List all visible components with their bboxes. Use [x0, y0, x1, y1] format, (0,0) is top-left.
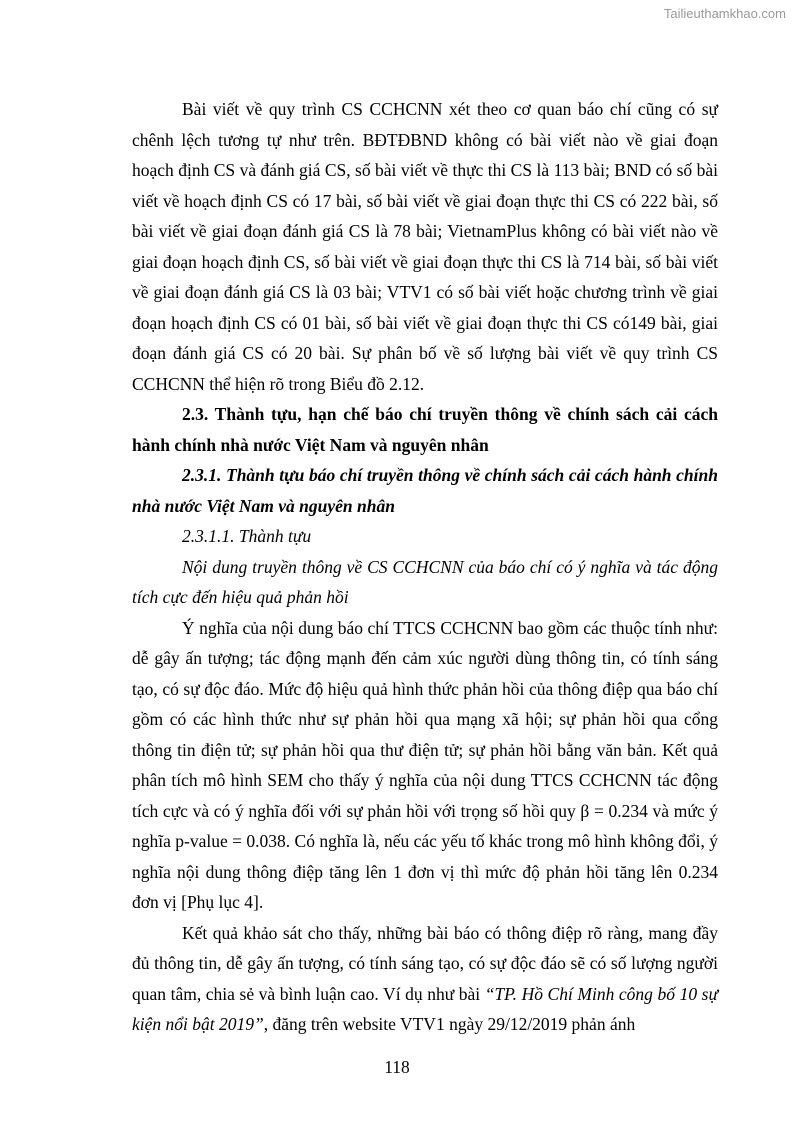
paragraph-policy-process: Bài viết về quy trình CS CCHCNN xét theo cơ quan báo chí cũng có sự chênh lệch tương tự như trên. BĐTĐBND không có bài viết nào về giai đoạn hoạch định CS và đánh giá CS, số bài viết về thực thi CS là 113 bài; BND có số bài viết về hoạch định CS có 17 bài, số bài viết về giai đoạn thực thi CS có 222 bài, số bài viết về giai đoạn đánh giá CS là 78 bài; VietnamPlus không có bài viết nào về giai đoạn hoạch định CS, số bài viết về giai đoạn thực thi CS là 714 bài, số bài viết về giai đoạn đánh giá CS là 03 bài; VTV1 có số bài viết hoặc chương trình về giai đoạn hoạch định CS có 01 bài, số bài viết về giai đoạn thực thi CS có149 bài, giai đoạn đánh giá CS có 20 bài. Sự phân bố về số lượng bài viết về quy trình CS CCHCNN thể hiện rõ trong Biểu đồ 2.12.: [132, 99, 718, 394]
page-content: [132, 94, 718, 1040]
page-number: 118: [384, 1057, 410, 1077]
paragraph-survey-results: [132, 918, 718, 1040]
subheading-content-meaning: Nội dung truyền thông về CS CCHCNN của báo chí có ý nghĩa và tác động tích cực đến hiệu quả phản hồi: [132, 556, 718, 607]
survey-text-end: , đăng trên website VTV1 ngày 29/12/2019 phản ánh: [263, 1014, 636, 1034]
survey-text-start: Kết quả khảo sát cho thấy, những bài báo có thông điệp rõ ràng, mang đầy đủ thông tin, dễ gây ấn tượng, có tính sáng tạo, có sự độc đáo sẽ có số lượng người quan tâm, chia sẻ và bình luận cao. Ví dụ như bài: [132, 922, 718, 1004]
section-heading-2-3-1: 2.3.1. Thành tựu báo chí truyền thông về chính sách cải cách hành chính nhà nước Việt Nam và nguyên nhân: [132, 465, 718, 516]
watermark: Tailieuthamkhao.com: [663, 6, 786, 21]
section-heading-2-3: 2.3. Thành tựu, hạn chế báo chí truyền thông về chính sách cải cách hành chính nhà nước Việt Nam và nguyên nhân: [132, 404, 718, 455]
article-title: “TP. Hồ Chí Minh công bố 10 sự kiện nổi bật 2019”: [132, 983, 718, 1034]
paragraph-content-meaning: Ý nghĩa của nội dung báo chí TTCS CCHCNN bao gồm các thuộc tính như: dễ gây ấn tượng; tác động mạnh đến cảm xúc người dùng thông tin, có tính sáng tạo, có sự độc đáo. Mức độ hiệu quả hình thức phản hồi của thông điệp qua báo chí gồm có các hình thức như sự phản hồi qua mạng xã hội; sự phản hồi qua cổng thông tin điện tử; sự phản hồi qua thư điện tử; sự phản hồi bằng văn bản. Kết quả phân tích mô hình SEM cho thấy ý nghĩa của nội dung TTCS CCHCNN tác động tích cực và có ý nghĩa đối với sự phản hồi với trọng số hồi quy β = 0.234 và mức ý nghĩa p-value = 0.038. Có nghĩa là, nếu các yếu tố khác trong mô hình không đổi, ý nghĩa nội dung thông điệp tăng lên 1 đơn vị thì mức độ phản hồi tăng lên 0.234 đơn vị [Phụ lục 4].: [132, 617, 718, 912]
section-heading-2-3-1-1: 2.3.1.1. Thành tựu: [182, 526, 312, 546]
